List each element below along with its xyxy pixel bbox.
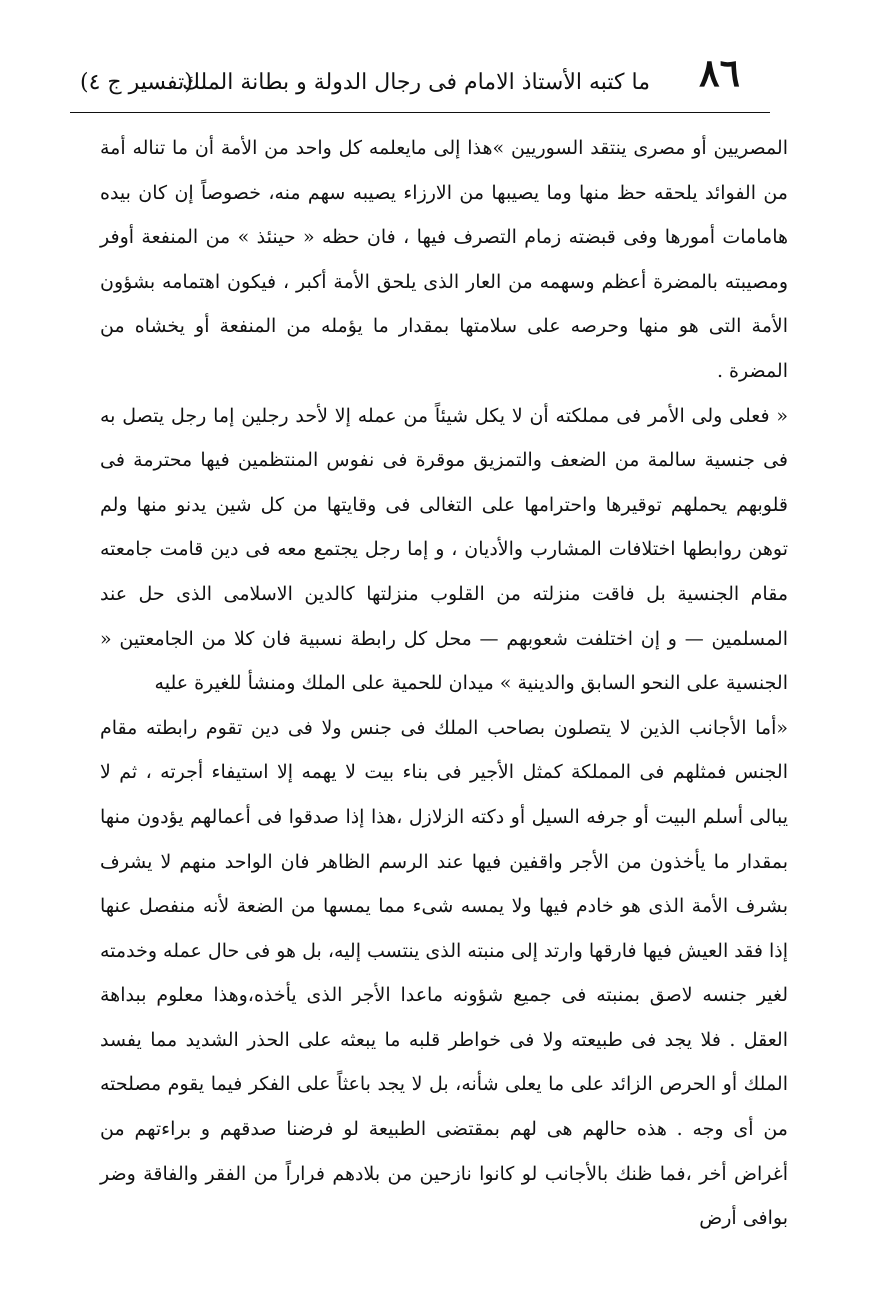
paragraph-3: «أما الأجانب الذين لا يتصلون بصاحب الملك فى جنس ولا فى دين تقوم رابطته مقام الجنس فمثلهم فى المملكة كمثل الأجير فى بناء بيت لا يهمه إلا استيفاء أجرته ، ثم لا يبالى أسلم البيت أو جرفه السيل أو دكته الزلازل ،هذا إذا صدقوا فى أعمالهم يؤدون منها بمقدار ما يأخذون من الأجر واقفين فيها عند الرسم الظاهر فان الواحد منهم لا يشرف بشرف الأمة الذى هو خادم فيها ولا يمسه شىء مما يمسها من الضعة لأنه منفصل عنها إذا فقد العيش فيها فارقها وارتد إلى منبته الذى ينتسب إليه، بل هو فى حال عمله وخدمته لغير جنسه لاصق بمنبته فى جميع شؤونه ماعدا الأجر الذى يأخذه،وهذا معلوم ببداهة العقل . فلا يجد فى طبيعته ولا فى خواطر قلبه ما يبعثه على الحذر الشديد مما يفسد الملك أو الحرص الزائد على ما يعلى شأنه، بل لا يجد باعثاً على الفكر فيما يقوم مصلحته من أى وجه . هذه حالهم هى لهم بمقتضى الطبيعة لو فرضنا صدقهم و براءتهم من أغراض أخر ،فما ظنك بالأجانب لو كانوا نازحين من بلادهم فراراً من الفقر والفاقة وضر بوافى أرض xyxy=(100,716,788,1230)
paragraph-1: المصريين أو مصرى ينتقد السوريين »هذا إلى مايعلمه كل واحد من الأمة أن ما تناله أمة من الفوائد يلحقه حظ منها وما يصيبها من الارزاء يصيبه سهم منه، خصوصاً إن كان بيده هامامات أمورها وفى قبضته زمام التصرف فيها ، فان حظه « حينئذ » من المنفعة أوفر ومصيبته بالمضرة أعظم وسهمه من العار الذى يلحق الأمة أكبر ، فيكون اهتمامه بشؤون الأمة التى هو منها وحرصه على سلامتها بمقدار ما يؤمله من المنفعة أو يخشاه من المضرة . xyxy=(100,137,788,382)
running-header-title: ما كتبه الأستاذ الامام فى رجال الدولة و بطانة الملك xyxy=(182,70,650,95)
header-rule xyxy=(70,112,770,113)
running-header-volume: (تفسير ج ٤) xyxy=(80,70,193,95)
page-body xyxy=(100,126,788,1241)
page-number: ٨٦ xyxy=(699,50,740,95)
paragraph-2: « فعلى ولى الأمر فى مملكته أن لا يكل شيئاً من عمله إلا لأحد رجلين إما رجل يتصل به فى جنسية سالمة من الضعف والتمزيق موقرة فى نفوس المنتظمين فيها محترمة فى قلوبهم يحملهم توقيرها واحترامها على التغالى فى وقايتها من كل شين يدنو منها ولم توهن روابطها اختلافات المشارب والأديان ، و إما رجل يجتمع معه فى دين قامت جامعته مقام الجنسية بل فاقت منزلته من القلوب منزلتها كالدين الاسلامى الذى حل عند المسلمين — و إن اختلفت شعوبهم — محل كل رابطة نسبية فان كلا من الجامعتين « الجنسية على النحو السابق والدينية » ميدان للحمية على الملك ومنشأ للغيرة عليه xyxy=(100,404,788,695)
